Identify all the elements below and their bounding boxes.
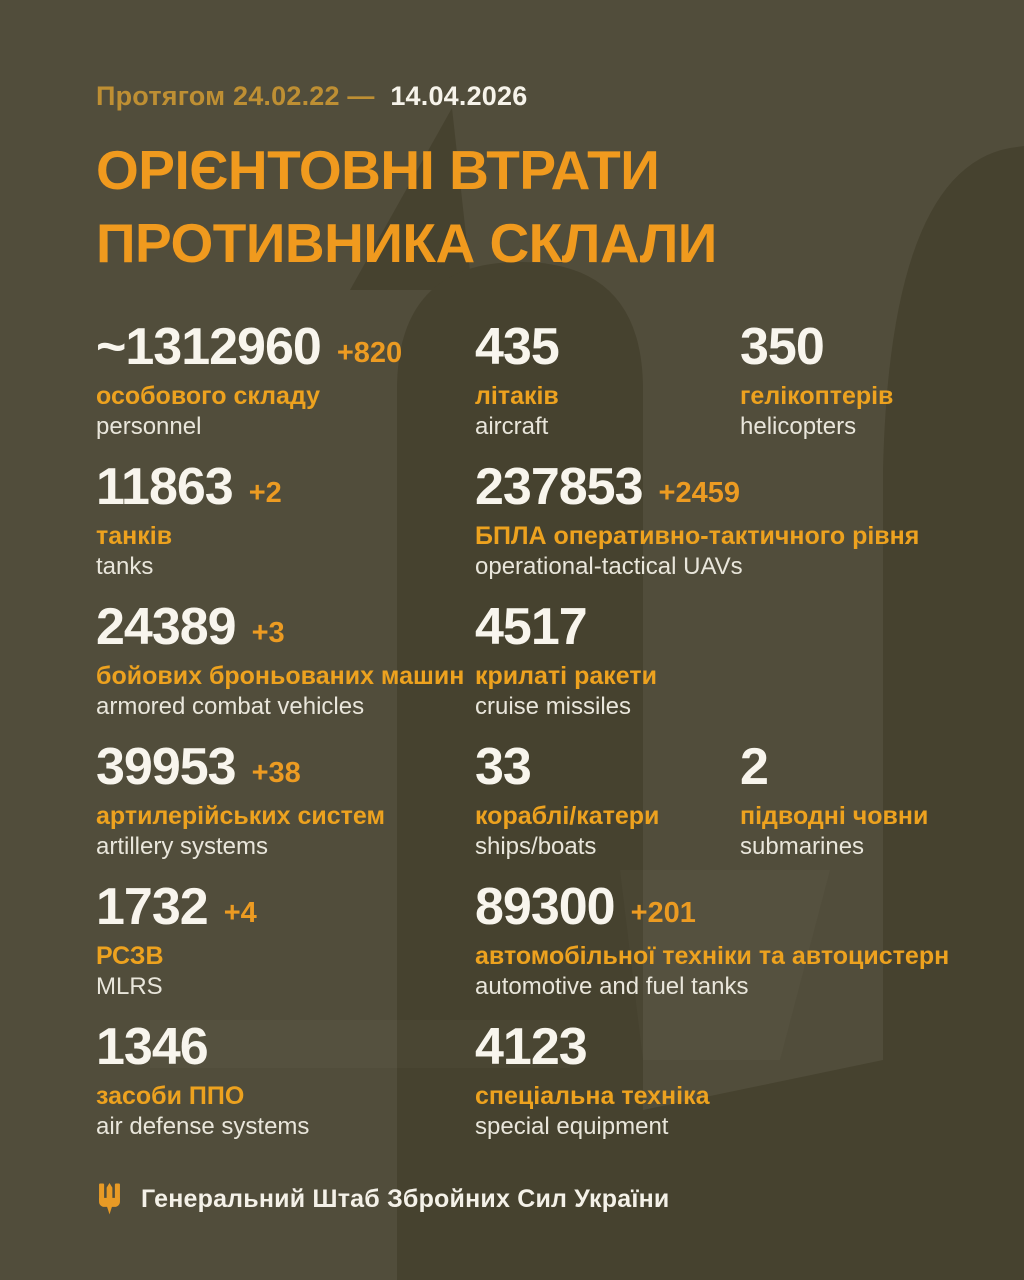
stat-value: 2: [740, 738, 768, 797]
stat-value: 24389: [96, 598, 236, 657]
stat-label-uk: крилаті ракети: [475, 662, 657, 691]
stat-uavs: [475, 459, 984, 599]
report-period: [96, 80, 984, 112]
stat-label-en: cruise missiles: [475, 693, 632, 721]
stat-label-en: MLRS: [96, 973, 163, 1001]
stat-label-uk: літаків: [475, 382, 559, 411]
trident-icon: [96, 1183, 123, 1216]
stat-label-en: ships/boats: [475, 833, 597, 861]
losses-grid: [96, 319, 984, 1159]
stat-value: 1346: [96, 1018, 208, 1077]
stat-label-en: special equipment: [475, 1113, 669, 1141]
stat-aircraft: [475, 319, 740, 459]
stat-delta: +4: [223, 897, 257, 930]
stat-delta: +201: [630, 897, 696, 930]
stat-label-uk: кораблі/катери: [475, 802, 660, 831]
stat-label-uk: БПЛА оперативно-тактичного рівня: [475, 522, 920, 551]
stat-label-en: armored combat vehicles: [96, 693, 365, 721]
stat-value: 4123: [475, 1018, 587, 1077]
stat-value: 39953: [96, 738, 236, 797]
stat-value: 4517: [475, 598, 587, 657]
page-title: [96, 134, 984, 279]
title-line-1: ОРІЄНТОВНІ ВТРАТИ: [96, 139, 660, 201]
stat-value: ~1312960: [96, 318, 321, 377]
stat-label-en: automotive and fuel tanks: [475, 973, 749, 1001]
stat-label-en: submarines: [740, 833, 865, 861]
stat-value: 33: [475, 738, 531, 797]
footer: [96, 1183, 669, 1216]
stat-delta: +2: [248, 477, 282, 510]
stat-armored-vehicles: [96, 599, 475, 739]
stat-delta: +2459: [658, 477, 740, 510]
stat-label-uk: танків: [96, 522, 173, 551]
stat-label-uk: РСЗВ: [96, 942, 164, 971]
stat-value: 237853: [475, 458, 643, 517]
stat-mlrs: [96, 879, 475, 1019]
stat-automotive: [475, 879, 984, 1019]
stat-value: 350: [740, 318, 824, 377]
stat-ships: [475, 739, 740, 879]
title-line-2: ПРОТИВНИКА СКЛАЛИ: [96, 211, 717, 274]
stat-label-en: personnel: [96, 413, 202, 441]
stat-value: 11863: [96, 458, 233, 517]
stat-tanks: [96, 459, 475, 599]
stat-label-uk: гелікоптерів: [740, 382, 894, 411]
stat-submarines: [740, 739, 984, 879]
period-prefix: Протягом 24.02.22 —: [96, 81, 375, 111]
stat-value: 435: [475, 318, 559, 377]
stat-cruise-missiles: [475, 599, 984, 739]
stat-label-uk: особового складу: [96, 382, 321, 411]
stat-helicopters: [740, 319, 984, 459]
stat-special-equipment: [475, 1019, 984, 1159]
stat-delta: +820: [336, 337, 403, 370]
stat-personnel: [96, 319, 475, 459]
period-date: 14.04.2026: [390, 81, 528, 111]
stat-label-uk: бойових броньованих машин: [96, 662, 465, 691]
stat-label-en: helicopters: [740, 413, 857, 441]
stat-label-en: aircraft: [475, 413, 549, 441]
stat-label-uk: спеціальна техніка: [475, 1082, 710, 1111]
footer-org-name: Генеральний Штаб Збройних Сил України: [141, 1185, 670, 1213]
stat-label-en: operational-tactical UAVs: [475, 553, 743, 581]
stat-label-uk: артилерійських систем: [96, 802, 385, 831]
stat-label-en: artillery systems: [96, 833, 269, 861]
stat-value: 1732: [96, 878, 208, 937]
stat-label-en: air defense systems: [96, 1113, 310, 1141]
stat-label-en: tanks: [96, 553, 154, 581]
stat-delta: +38: [251, 757, 301, 790]
stat-artillery: [96, 739, 475, 879]
stat-value: 89300: [475, 878, 615, 937]
stat-label-uk: підводні човни: [740, 802, 929, 831]
stat-label-uk: засоби ППО: [96, 1082, 245, 1111]
stat-air-defense: [96, 1019, 475, 1159]
stat-label-uk: автомобільної техніки та автоцистерн: [475, 942, 950, 971]
stat-delta: +3: [251, 617, 285, 650]
